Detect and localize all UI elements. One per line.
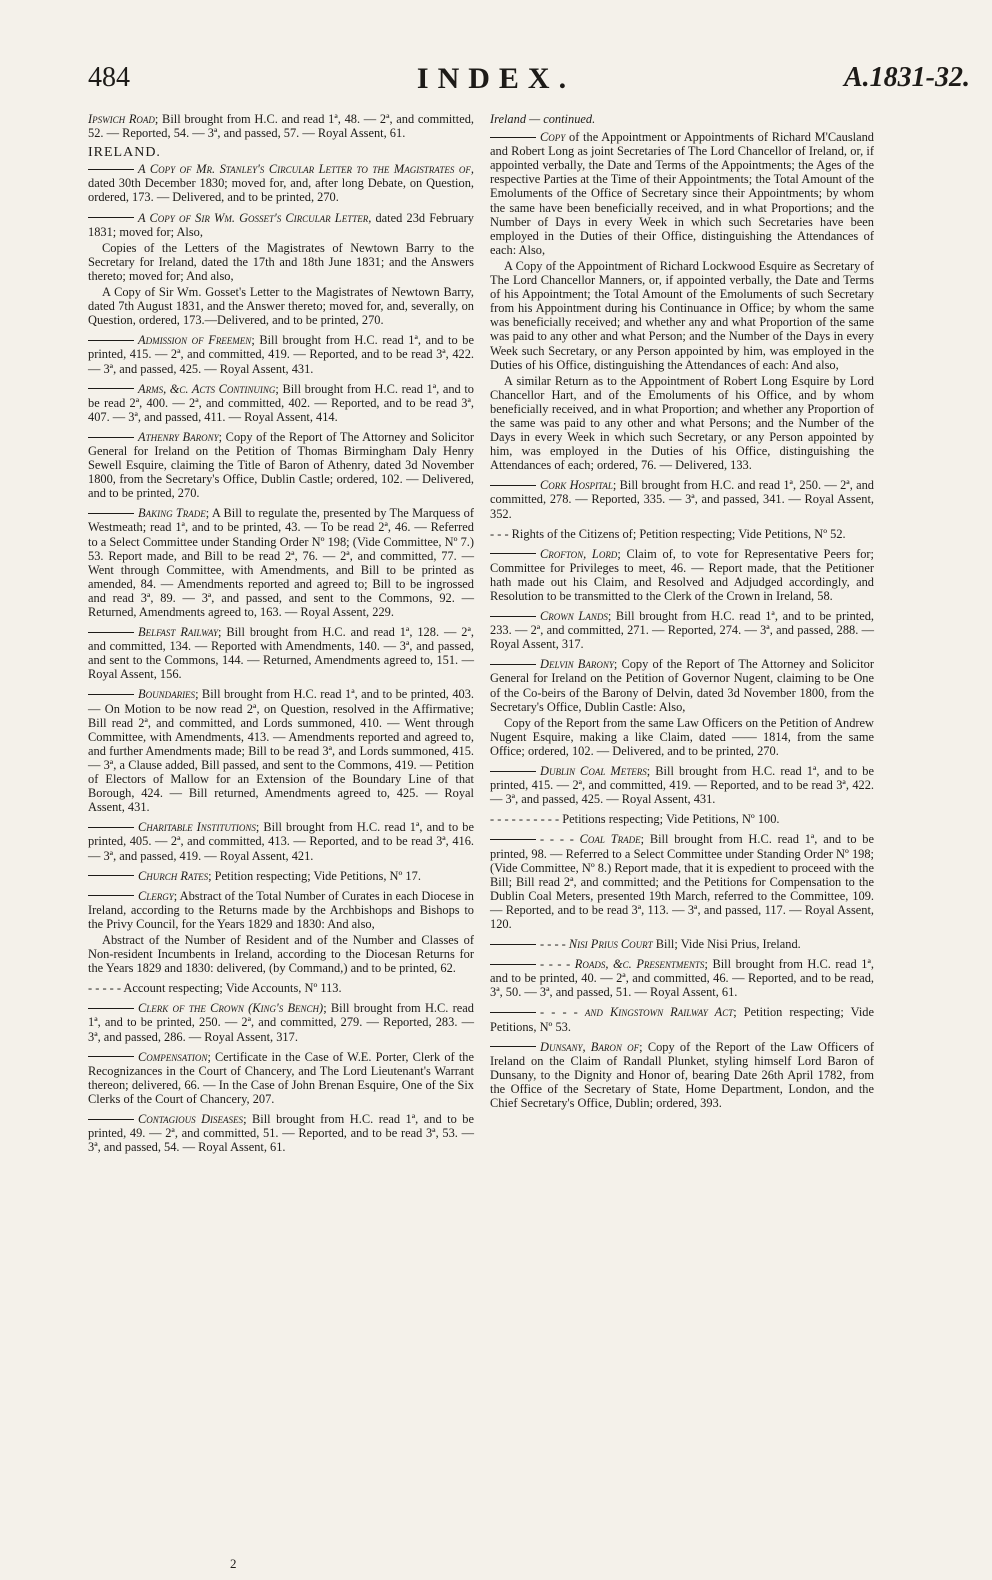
subentry-text: - - - - - - - - - - Petitions respecting; Vide Petitions, Nº 100. <box>490 812 780 827</box>
entry-rule <box>490 964 536 965</box>
entry-text: ; A Bill to regulate the, presented by The Marquess of Westmeath; read 1ª, and to be printed, 43. — To be read 2ª, 46. — Referred to a Select Committee under Standing Order Nº 198; (Vide Committee, Nº 7.) 53. Report made, and Bill to be read 2ª, 76. — 2ª, and committed, 77. — Went through Committee, with Amendments, and Bill to be printed as amended, 84. — Amendments reported and agreed to; Bill to be ingrossed and read 3ª, 89. — 3ª, and passed, and sent to the Commons, 92. — Returned, Amendments agreed to, 163. — Royal Assent, 229. <box>88 506 474 619</box>
index-entry <box>490 609 874 651</box>
entry-text: Bill; Vide Nisi Prius, Ireland. <box>652 937 801 952</box>
entry-text: ; Claim of, to vote for Representative Peers for; Committee for Privileges to meet, 46. — Report made, that the Petitioner hath made out his Claim, and Resolved and Adjudged accordingly, and Resolution to be transmitted to the Clerk of the Crown in Ireland, 58. <box>490 546 874 603</box>
entry-text: of the Appointment or Appointments of Richard M'Causland and Robert Long as joint Secretaries of The Lord Chancellor of Ireland, or, if appointed verbally, the Date and Terms of the Appointments; the Ages of the respective Parties at the Time of their Appointments; the Total Amount of the Emoluments of the Office of Secretary since their Appointments; by whom the same have been beneficially received, and in what Proportions; and the Number of Days in every Week in which such Secretaries have been employed in the Duties of their Office, distinguishing the Attendances of each: Also, <box>490 130 874 257</box>
entry-text: ; Bill brought from H.C. read 1ª, and to be printed, 40. — 2ª, and committed, 46. — Reported, and to be read, 3ª, 50. — 3ª, and passed, 51. — Royal Assent, 61. <box>490 957 874 1000</box>
entry-heading: Cork Hospital <box>540 478 613 493</box>
entry-text: ; Bill brought from H.C. read 1ª, and to be printed, 98. — Referred to a Select Committee under Standing Order Nº 198; (Vide Committee, Nº 8.) Report made, that it is expedient to proceed with the Bill; Bill read 2ª, and committed; and the Petitions for Compensation to the Dublin Coal Meters, presented 19th March, referred to the Committee, 109. — Reported, and to be read 3ª, 113. — 3ª, and passed, 117. — Royal Assent, 120. <box>490 832 874 931</box>
entry-text: ; Bill brought from H.C. read 1ª, and to be printed, 403. — On Motion to be now read 2ª, on Question, resolved in the Affirmative; Bill read 2ª, and committed, and Lords summoned, 410. — Went through Committee, with Amendments, 413. — Amendments reported and agreed to, and further Amendments made; Bill to be read 3ª, and Lords summoned, 415. — 3ª, a Clause added, Bill passed, and sent to the Commons, 419. — Petition of Electors of Mallow for an Extension of the Boundary Line of that Borough, 424. — Bill returned, Amendments agreed to, 425. — Royal Assent, 431. <box>88 687 474 815</box>
index-entry <box>88 625 474 681</box>
entry-rule <box>490 664 536 665</box>
index-entry <box>490 764 874 806</box>
right-column <box>490 112 874 1116</box>
entry-rule <box>490 1012 536 1013</box>
entry-heading: Belfast Railway <box>138 625 218 640</box>
page-year: A.1831-32. <box>844 62 970 93</box>
entry-rule <box>88 217 134 218</box>
entry-text: ; Bill brought from H.C. read 1ª, and to be printed, 49. — 2ª, and committed, 51. — Reported, and to be read 3ª, 53. — 3ª, and passed, 54. — Royal Assent, 61. <box>88 1112 474 1155</box>
entry-heading: Athenry Barony <box>138 429 219 444</box>
entry-heading: Dublin Coal Meters <box>540 764 647 779</box>
entry-text: ; Bill brought from H.C. read 1ª, and to be read 2ª, 400. — 2ª, and committed, 402. — Reported, and to be read 3ª, 407. — 3ª, and passed, 411. — Royal Assent, 414. <box>88 381 474 424</box>
entry-rule <box>490 553 536 554</box>
index-entry <box>490 547 874 603</box>
entry-rule <box>490 771 536 772</box>
index-entry <box>88 211 474 328</box>
entry-continuation: Copies of the Letters of the Magistrates of Newtown Barry to the Secretary for Ireland, dated the 17th and 18th June 1831; and the Answers thereto; moved for; And also, <box>88 240 474 283</box>
page-number: 484 <box>88 62 130 93</box>
entry-heading: A Copy of Mr. Stanley's Circular Letter to the Magistrates of, <box>138 162 474 177</box>
entry-rule <box>88 169 134 170</box>
signature-mark: 2 <box>230 1556 237 1571</box>
entry-heading: - - - - Roads, &c. Presentments <box>540 957 705 972</box>
index-entry <box>490 1040 874 1110</box>
entry-heading: Admission of Freemen <box>138 333 252 348</box>
index-entry <box>88 889 474 976</box>
subentry-text: - - - - - Account respecting; Vide Accounts, Nº 113. <box>88 981 342 996</box>
entry-rule <box>490 485 536 486</box>
entry-rule <box>88 340 134 341</box>
entry-heading: Copy <box>540 130 566 145</box>
entry-text: ; Petition respecting; Vide Petitions, Nº 53. <box>490 1005 875 1034</box>
entry-text: ; Copy of the Report of The Attorney and Solicitor General for Ireland on the Petition of Thomas Birmingham Daly Henry Sewell Esquire, claiming the Title of Baron of Athenry, dated 3d November 1800, from the Secretary's Office, Dublin Castle; ordered, 102. — Delivered, and to be printed, 270. <box>88 429 474 501</box>
index-entry <box>88 506 474 619</box>
entry-rule <box>88 694 134 695</box>
entry-heading: Church Rates <box>138 868 209 883</box>
left-column <box>88 112 474 1160</box>
entry-continuation: A Copy of the Appointment of Richard Lockwood Esquire as Secretary of The Lord Chancellor Manners, or, if appointed verbally, the Date and Terms of his Appointment; the Total Amount of the Emoluments of such Secretary from his Appointment during his Continuance in Office; by whom the same was beneficially received; and whether any and what Proportion of the same was paid to any other and what Person; and the Number of the Days in every Week such Secretary, or any Person appointed by him, was employed in the Duties of his Office, distinguishing the Attendances of each: And also, <box>490 258 874 372</box>
index-entry <box>490 657 874 758</box>
entry-text: ; Copy of the Report of The Attorney and Solicitor General for Ireland on the Petition of Governor Nugent, claiming to be One of the Co-beirs of the Barony of Delvin, dated 3d November 1800, from the Secretary's Office, Dublin Castle: Also, <box>490 657 874 714</box>
entry-continuation: A similar Return as to the Appointment of Robert Long Esquire by Lord Chancellor Hart, and of the Emoluments of his Office, and by whom beneficially received, and in what Proportion; and whether any Proportion of the same was paid to any other and what Persons; and the Number of the Days in every Week in which such Secretary, or any Person appointed by him, was employed in the Duties of his Office, distinguishing the Attendances of each; ordered, 76. — Delivered, 133. <box>490 373 874 473</box>
entry-heading: Compensation <box>138 1049 208 1064</box>
index-entry <box>490 1005 874 1033</box>
entry-rule <box>490 1046 536 1047</box>
entry-rule <box>88 1119 134 1120</box>
entry-text: dated 23d February 1831; moved for; Also, <box>88 210 474 239</box>
entry-rule <box>490 839 536 840</box>
index-entry <box>490 957 874 999</box>
index-entry <box>88 333 474 375</box>
entry-text: ; Copy of the Report of the Law Officers of Ireland on the Claim of Randall Plunket, styling himself Lord Baron of Dunsany, to the Dignity and Honor of, bearing Date 26th April 1782, from the Office of the Secretary of State, Home Department, London, and the Chief Secretary's Office, Dublin; ordered, 393. <box>490 1039 874 1110</box>
subentry-text: - - - Rights of the Citizens of; Petition respecting; Vide Petitions, Nº 52. <box>490 526 846 541</box>
entry-rule <box>88 513 134 514</box>
entry-text: ; Bill brought from H.C. read 1ª, and to be printed, 415. — 2ª, and committed, 419. — Reported, and to be read 3ª, 422. — 3ª, and passed, 425. — Royal Assent, 431. <box>490 764 874 807</box>
entry-rule <box>88 895 134 896</box>
entry-continuation: A Copy of Sir Wm. Gosset's Letter to the Magistrates of Newtown Barry, dated 7th August 1831, and the Answer thereto; moved for, and, severally, on Question, ordered, 173.—Delivered, and to be printed, 270. <box>88 285 474 328</box>
entry-rule <box>490 616 536 617</box>
index-entry <box>490 478 874 520</box>
page-header <box>0 60 992 106</box>
entry-heading: Crown Lands <box>540 609 608 624</box>
entry-text: ; Certificate in the Case of W.E. Porter, Clerk of the Recognizances in the Court of Chancery, and The Lord Lieutenant's Warrant thereon; delivered, 66. — In the Case of John Brenan Esquire, One of the Six Clerks of the Court of Chancery, 207. <box>88 1049 474 1106</box>
entry-continuation: Copy of the Report from the same Law Officers on the Petition of Andrew Nugent Esquire, making a like Claim, dated —— 1814, from the same Office; ordered, 102. — Delivered, and to be printed, 270. <box>490 715 874 758</box>
entry-heading: Arms, &c. Acts Continuing <box>138 381 276 396</box>
index-entry <box>88 820 474 862</box>
entry-heading: Baking Trade <box>138 506 206 521</box>
entry-rule <box>88 388 134 389</box>
index-entry <box>88 1050 474 1106</box>
index-subentry <box>490 527 874 541</box>
page-title: INDEX. <box>416 62 576 95</box>
entry-heading: A Copy of Sir Wm. Gosset's Circular Letter, <box>138 210 372 225</box>
entry-text: ; Bill brought from H.C. read 1ª, and to be printed, 233. — 2ª, and committed, 271. — Reported, 274. — 3ª, and passed, 288. — Royal Assent, 317. <box>490 609 874 652</box>
entry-text: dated 30th December 1830; moved for, and, after long Debate, on Question, ordered, 173. — Delivered, and to be printed, 270. <box>88 176 474 205</box>
entry-heading: Ipswich Road <box>88 112 155 126</box>
entry-rule <box>88 827 134 828</box>
entry-rule <box>88 632 134 633</box>
entry-rule <box>88 437 134 438</box>
entry-rule <box>490 137 536 138</box>
entry-text: ; Bill brought from H.C. read 1ª, and to be printed, 405. — 2ª, and committed, 413. — Reported, and to be read 3ª, 416. — 3ª, and passed, 419. — Royal Assent, 421. <box>88 820 474 863</box>
index-entry <box>88 1112 474 1154</box>
index-subentry <box>88 981 474 995</box>
entry-continuation: Abstract of the Number of Resident and of the Number and Classes of Non-resident Incumbents in Ireland, according to the Diocesan Returns for the Years 1829 and 1830: delivered, (by Command,) and to be printed, 62. <box>88 932 474 976</box>
entry-heading: Dunsany, Baron of <box>540 1039 640 1054</box>
index-entry <box>490 937 874 951</box>
index-subentry <box>490 812 874 826</box>
entry-text: ; Abstract of the Total Number of Curates in each Diocese in Ireland, according to the Returns made by the Archbishops and Bishops to the Privy Council, for the Years 1829 and 1830: And also, <box>88 888 474 931</box>
entry-heading: Contagious Diseases <box>138 1112 244 1126</box>
index-entry <box>88 112 474 140</box>
index-entry <box>88 1001 474 1043</box>
entry-rule <box>88 1056 134 1057</box>
entry-text: ; Petition respecting; Vide Petitions, Nº 17. <box>208 868 421 883</box>
index-entry <box>88 687 474 814</box>
entry-heading: Clerk of the Crown (King's Bench) <box>138 1001 324 1016</box>
entry-rule <box>88 875 134 876</box>
entry-heading: Boundaries <box>138 687 196 702</box>
entry-heading: - - - - and Kingstown Railway Act <box>540 1005 734 1020</box>
entry-heading: Charitable Institutions <box>138 820 256 835</box>
entry-text: ; Bill brought from H.C. and read 1ª, 250. — 2ª, and committed, 278. — Reported, 335. — 3ª, and passed, 341. — Royal Assent, 352. <box>490 478 874 521</box>
index-entry <box>88 430 474 500</box>
entry-heading: - - - - Coal Trade <box>540 832 641 847</box>
entry-text: ; Bill brought from H.C. and read 1ª, 128. — 2ª, and committed, 134. — Reported with Amendments, 140. — 3ª, and passed, and sent to the Commons, 144. — Returned, Amendments agreed to, 151. — Royal Assent, 156. <box>88 625 474 682</box>
index-entry <box>490 832 874 931</box>
entry-heading: - - - - Nisi Prius Court <box>540 937 653 952</box>
entry-rule <box>88 1008 134 1009</box>
entry-heading: Clergy <box>138 888 174 903</box>
section-heading: IRELAND. <box>88 145 161 161</box>
entry-text: ; Bill brought from H.C. read 1ª, and to be printed, 415. — 2ª, and committed, 419. — Reported, and to be read 3ª, 422. — 3ª, and passed, 425. — Royal Assent, 431. <box>88 333 474 376</box>
index-entry <box>490 130 874 472</box>
index-entry <box>88 162 474 204</box>
continued-heading: Ireland — continued. <box>490 112 596 126</box>
index-entry <box>88 382 474 424</box>
entry-heading: Crofton, Lord <box>540 546 618 561</box>
entry-rule <box>490 944 536 945</box>
entry-heading: Delvin Barony <box>540 657 614 672</box>
entry-text: ; Bill brought from H.C. and read 1ª, 48. — 2ª, and committed, 52. — Reported, 54. — 3ª, and passed, 57. — Royal Assent, 61. <box>88 112 474 141</box>
entry-text: ; Bill brought from H.C. read 1ª, and to be printed, 250. — 2ª, and committed, 279. — Reported, 283. — 3ª, and passed, 286. — Royal Assent, 317. <box>88 1001 474 1044</box>
index-entry <box>88 869 474 883</box>
